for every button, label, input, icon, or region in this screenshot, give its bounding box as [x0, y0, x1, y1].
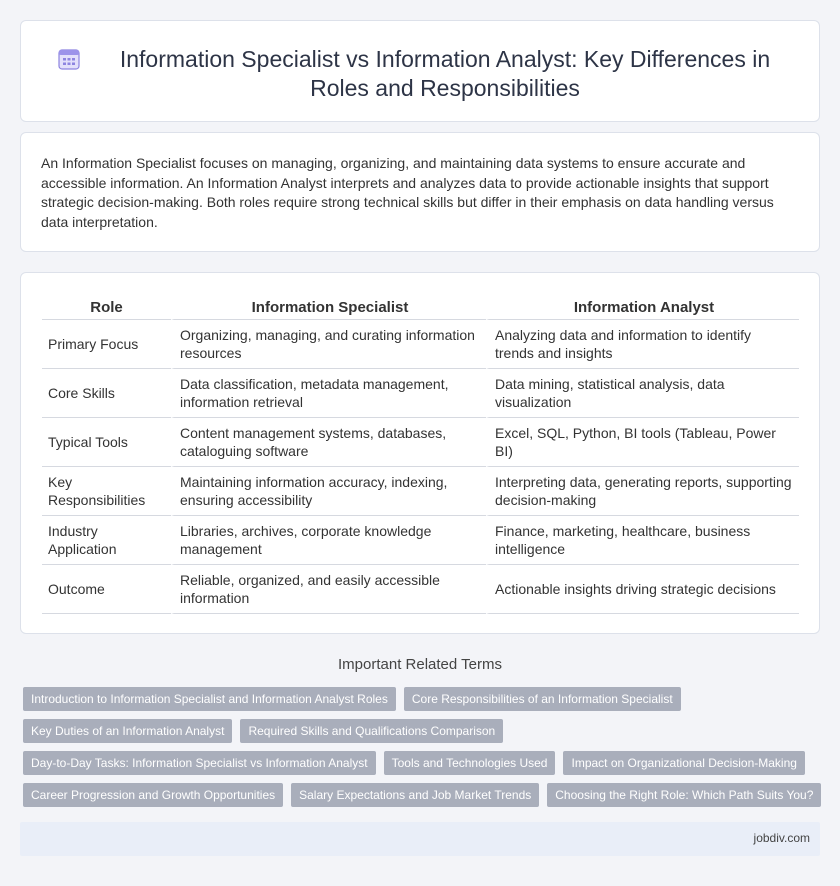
table-row	[42, 418, 799, 467]
header-specialist: Information Specialist	[171, 297, 486, 320]
related-term-link[interactable]: Day-to-Day Tasks: Information Specialist vs Information Analyst	[23, 751, 376, 775]
footer	[20, 822, 820, 856]
footer-site-link[interactable]: jobdiv.com	[753, 831, 810, 845]
tag-row	[23, 751, 823, 775]
specialist-cell: Data classification, metadata management, information retrieval	[171, 369, 486, 418]
analyst-cell: Data mining, statistical analysis, data visualization	[486, 369, 799, 418]
analyst-cell: Actionable insights driving strategic decisions	[486, 565, 799, 614]
related-term-link[interactable]: Required Skills and Qualifications Comparison	[240, 719, 503, 743]
related-term-link[interactable]: Choosing the Right Role: Which Path Suits You?	[547, 783, 821, 807]
specialist-cell: Organizing, managing, and curating information resources	[171, 320, 486, 369]
row-label: Typical Tools	[42, 418, 171, 467]
page-title: Information Specialist vs Information Analyst: Key Differences in Roles and Responsibilities	[119, 46, 771, 101]
related-term-link[interactable]: Key Duties of an Information Analyst	[23, 719, 232, 743]
row-label: Outcome	[42, 565, 171, 614]
specialist-cell: Reliable, organized, and easily accessible information	[171, 565, 486, 614]
intro-text: An Information Specialist focuses on managing, organizing, and maintaining data systems to ensure accurate and accessible information. An Information Analyst interprets and analyzes data to provide actionable insights that support strategic decision-making. Both roles require strong technical skills but differ in their emphasis on data handling versus data interpretation.	[41, 155, 774, 230]
tag-row	[23, 719, 823, 743]
specialist-cell: Maintaining information accuracy, indexing, ensuring accessibility	[171, 467, 486, 516]
related-term-link[interactable]: Salary Expectations and Job Market Trends	[291, 783, 539, 807]
row-label: Primary Focus	[42, 320, 171, 369]
analyst-cell: Finance, marketing, healthcare, business intelligence	[486, 516, 799, 565]
intro-card	[20, 132, 820, 252]
related-terms-list	[23, 687, 823, 815]
analyst-cell: Analyzing data and information to identify trends and insights	[486, 320, 799, 369]
header-card	[20, 20, 820, 122]
tag-row	[23, 687, 823, 711]
header-role: Role	[42, 297, 171, 320]
specialist-cell: Libraries, archives, corporate knowledge management	[171, 516, 486, 565]
row-label: Key Responsibilities	[42, 467, 171, 516]
calendar-icon	[57, 47, 81, 71]
row-label: Industry Application	[42, 516, 171, 565]
row-label: Core Skills	[42, 369, 171, 418]
related-term-link[interactable]: Impact on Organizational Decision-Making	[563, 751, 804, 775]
table-row	[42, 516, 799, 565]
table-row	[42, 369, 799, 418]
table-header-row	[42, 297, 799, 320]
tag-row	[23, 783, 823, 807]
specialist-cell: Content management systems, databases, cataloguing software	[171, 418, 486, 467]
analyst-cell: Interpreting data, generating reports, supporting decision-making	[486, 467, 799, 516]
related-term-link[interactable]: Tools and Technologies Used	[384, 751, 556, 775]
table-row	[42, 565, 799, 614]
related-terms-title: Important Related Terms	[338, 656, 502, 673]
table-row	[42, 320, 799, 369]
related-term-link[interactable]: Career Progression and Growth Opportunities	[23, 783, 283, 807]
analyst-cell: Excel, SQL, Python, BI tools (Tableau, Power BI)	[486, 418, 799, 467]
related-term-link[interactable]: Introduction to Information Specialist and Information Analyst Roles	[23, 687, 396, 711]
related-term-link[interactable]: Core Responsibilities of an Information Specialist	[404, 687, 681, 711]
header-analyst: Information Analyst	[486, 297, 799, 320]
comparison-table	[42, 297, 799, 614]
table-row	[42, 467, 799, 516]
comparison-card	[20, 272, 820, 634]
